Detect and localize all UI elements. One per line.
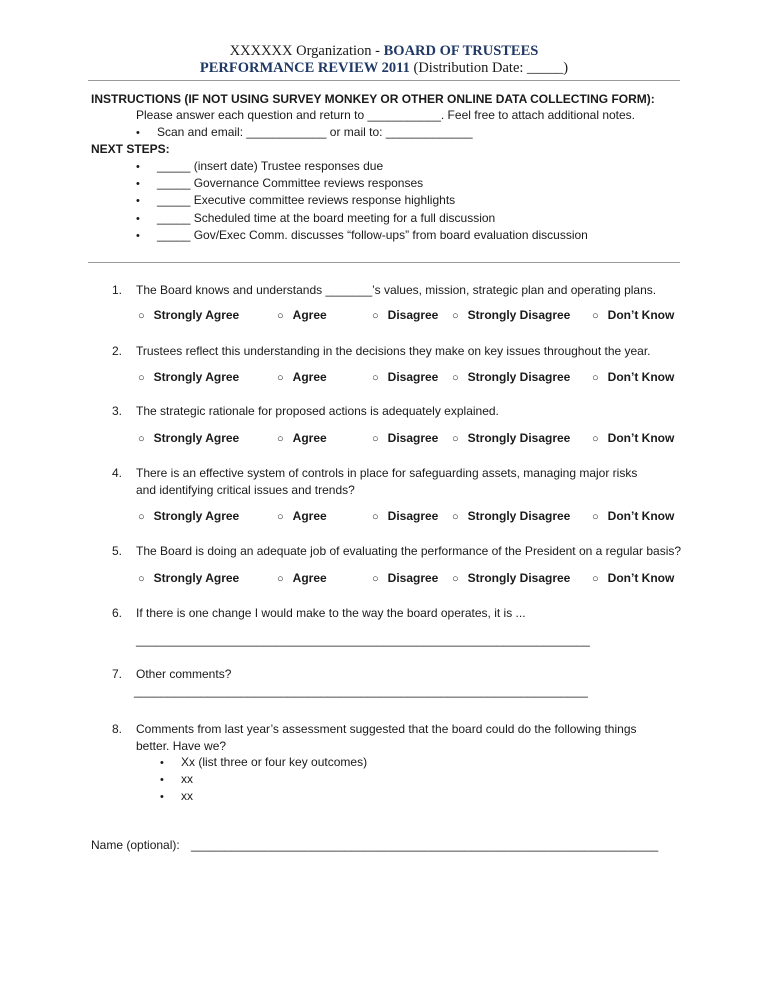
radio-label: Strongly Disagree — [467, 431, 571, 445]
radio-label: Don’t Know — [607, 431, 675, 445]
radio-label: Don’t Know — [607, 308, 675, 322]
radio-circle-icon[interactable]: ○ — [452, 372, 459, 384]
bullet-icon: • — [136, 161, 140, 173]
radio-circle-icon[interactable]: ○ — [452, 433, 459, 445]
radio-circle-icon[interactable]: ○ — [277, 372, 284, 384]
radio-option[interactable] — [138, 571, 239, 585]
radio-circle-icon[interactable]: ○ — [452, 310, 459, 322]
question-text: There is an effective system of controls in place for safeguarding assets, managing major risks — [136, 466, 638, 480]
radio-label: Agree — [292, 431, 327, 445]
radio-label: Agree — [292, 370, 327, 384]
answer-blank-field[interactable]: ____________________________________________________________________ — [136, 633, 590, 647]
outcome-item: xx — [181, 772, 193, 786]
radio-option[interactable] — [452, 431, 570, 445]
radio-option[interactable] — [592, 308, 674, 322]
bullet-icon: • — [136, 178, 140, 190]
radio-option[interactable] — [138, 370, 239, 384]
radio-label: Disagree — [387, 509, 439, 523]
question-text: The Board is doing an adequate job of evaluating the performance of the President on a regular basis? — [136, 544, 682, 558]
bullet-icon: • — [136, 127, 140, 139]
radio-circle-icon[interactable]: ○ — [592, 511, 599, 523]
radio-option[interactable] — [372, 571, 438, 585]
radio-label: Agree — [292, 509, 327, 523]
radio-label: Strongly Agree — [153, 571, 240, 585]
question-number: 4. — [112, 466, 123, 480]
radio-label: Don’t Know — [607, 571, 675, 585]
question-text: Other comments? — [136, 667, 232, 681]
radio-label: Strongly Agree — [153, 370, 240, 384]
question-number: 7. — [112, 667, 123, 681]
bullet-icon: • — [136, 195, 140, 207]
radio-circle-icon[interactable]: ○ — [372, 433, 379, 445]
radio-label: Agree — [292, 571, 327, 585]
radio-circle-icon[interactable]: ○ — [277, 511, 284, 523]
outcome-item: Xx (list three or four key outcomes) — [181, 755, 368, 769]
radio-circle-icon[interactable]: ○ — [138, 372, 145, 384]
name-field-input[interactable]: ______________________________________________________________________ — [191, 838, 659, 852]
radio-option[interactable] — [277, 431, 327, 445]
doc-title-line1: XXXXXX Organization - BOARD OF TRUSTEES — [229, 43, 539, 59]
radio-circle-icon[interactable]: ○ — [138, 310, 145, 322]
bullet-icon: • — [160, 791, 164, 803]
radio-option[interactable] — [277, 308, 327, 322]
radio-circle-icon[interactable]: ○ — [592, 433, 599, 445]
radio-option[interactable] — [138, 431, 239, 445]
radio-circle-icon[interactable]: ○ — [372, 511, 379, 523]
question-text: The strategic rationale for proposed actions is adequately explained. — [136, 404, 499, 418]
next-step-item: _____ Governance Committee reviews responses — [157, 176, 424, 190]
radio-label: Disagree — [387, 370, 439, 384]
radio-label: Strongly Agree — [153, 509, 240, 523]
radio-circle-icon[interactable]: ○ — [372, 573, 379, 585]
radio-circle-icon[interactable]: ○ — [277, 310, 284, 322]
radio-option[interactable] — [592, 431, 674, 445]
question-text-continued: and identifying critical issues and trends? — [136, 483, 355, 497]
radio-label: Strongly Disagree — [467, 571, 571, 585]
radio-label: Don’t Know — [607, 370, 675, 384]
radio-label: Strongly Agree — [153, 431, 240, 445]
instructions-text: Please answer each question and return to ___________. Feel free to attach additional notes. — [136, 108, 636, 122]
radio-label: Disagree — [387, 308, 439, 322]
instructions-heading: INSTRUCTIONS (IF NOT USING SURVEY MONKEY OR OTHER ONLINE DATA COLLECTING FORM): — [91, 92, 655, 106]
radio-circle-icon[interactable]: ○ — [372, 310, 379, 322]
next-step-item: _____ Executive committee reviews response highlights — [157, 193, 456, 207]
next-step-item: _____ Scheduled time at the board meeting for a full discussion — [157, 211, 496, 225]
radio-circle-icon[interactable]: ○ — [277, 573, 284, 585]
radio-circle-icon[interactable]: ○ — [138, 433, 145, 445]
question-number: 2. — [112, 344, 123, 358]
header-divider — [88, 80, 680, 81]
radio-option[interactable] — [372, 308, 438, 322]
radio-option[interactable] — [592, 571, 674, 585]
radio-option[interactable] — [372, 370, 438, 384]
radio-option[interactable] — [592, 370, 674, 384]
radio-label: Strongly Disagree — [467, 370, 571, 384]
radio-label: Strongly Disagree — [467, 308, 571, 322]
radio-circle-icon[interactable]: ○ — [592, 372, 599, 384]
radio-option[interactable] — [452, 308, 570, 322]
radio-option[interactable] — [277, 370, 327, 384]
next-step-item: _____ (insert date) Trustee responses due — [157, 159, 384, 173]
section-divider — [88, 262, 680, 263]
radio-option[interactable] — [452, 370, 570, 384]
radio-option[interactable] — [372, 509, 438, 523]
radio-label: Disagree — [387, 571, 439, 585]
radio-label: Agree — [292, 308, 327, 322]
question-number: 5. — [112, 544, 123, 558]
radio-option[interactable] — [277, 571, 327, 585]
question-number: 3. — [112, 404, 123, 418]
radio-option[interactable] — [592, 509, 674, 523]
instructions-bullet: Scan and email: ____________ or mail to: _____________ — [157, 125, 473, 139]
next-step-item: _____ Gov/Exec Comm. discusses “follow-ups” from board evaluation discussion — [157, 228, 588, 242]
bullet-icon: • — [136, 230, 140, 242]
bullet-icon: • — [160, 757, 164, 769]
question-number: 8. — [112, 722, 123, 736]
outcome-item: xx — [181, 789, 193, 803]
question-text-continued: better. Have we? — [136, 739, 227, 753]
radio-label: Strongly Disagree — [467, 509, 571, 523]
radio-option[interactable] — [277, 509, 327, 523]
radio-circle-icon[interactable]: ○ — [452, 511, 459, 523]
radio-option[interactable] — [452, 571, 570, 585]
radio-circle-icon[interactable]: ○ — [138, 573, 145, 585]
radio-circle-icon[interactable]: ○ — [592, 573, 599, 585]
name-field-label: Name (optional): — [91, 838, 180, 852]
radio-option[interactable] — [138, 509, 239, 523]
radio-circle-icon[interactable]: ○ — [372, 372, 379, 384]
radio-label: Disagree — [387, 431, 439, 445]
radio-option[interactable] — [138, 308, 239, 322]
radio-option[interactable] — [452, 509, 570, 523]
doc-title-line2: PERFORMANCE REVIEW 2011 (Distribution Date: _____) — [199, 60, 569, 76]
radio-circle-icon[interactable]: ○ — [452, 573, 459, 585]
question-text: The Board knows and understands _______’s values, mission, strategic plan and operating plans. — [136, 283, 657, 297]
question-text: If there is one change I would make to the way the board operates, it is ... — [136, 606, 526, 620]
answer-blank-field[interactable]: ____________________________________________________________________ — [134, 684, 588, 698]
question-number: 6. — [112, 606, 123, 620]
question-number: 1. — [112, 283, 123, 297]
radio-circle-icon[interactable]: ○ — [277, 433, 284, 445]
radio-circle-icon[interactable]: ○ — [592, 310, 599, 322]
question-text: Trustees reflect this understanding in the decisions they make on key issues throughout the year. — [136, 344, 651, 358]
radio-label: Don’t Know — [607, 509, 675, 523]
question-text: Comments from last year’s assessment suggested that the board could do the following things — [136, 722, 637, 736]
bullet-icon: • — [160, 774, 164, 786]
next-steps-heading: NEXT STEPS: — [91, 142, 170, 156]
radio-label: Strongly Agree — [153, 308, 240, 322]
radio-circle-icon[interactable]: ○ — [138, 511, 145, 523]
bullet-icon: • — [136, 213, 140, 225]
radio-option[interactable] — [372, 431, 438, 445]
